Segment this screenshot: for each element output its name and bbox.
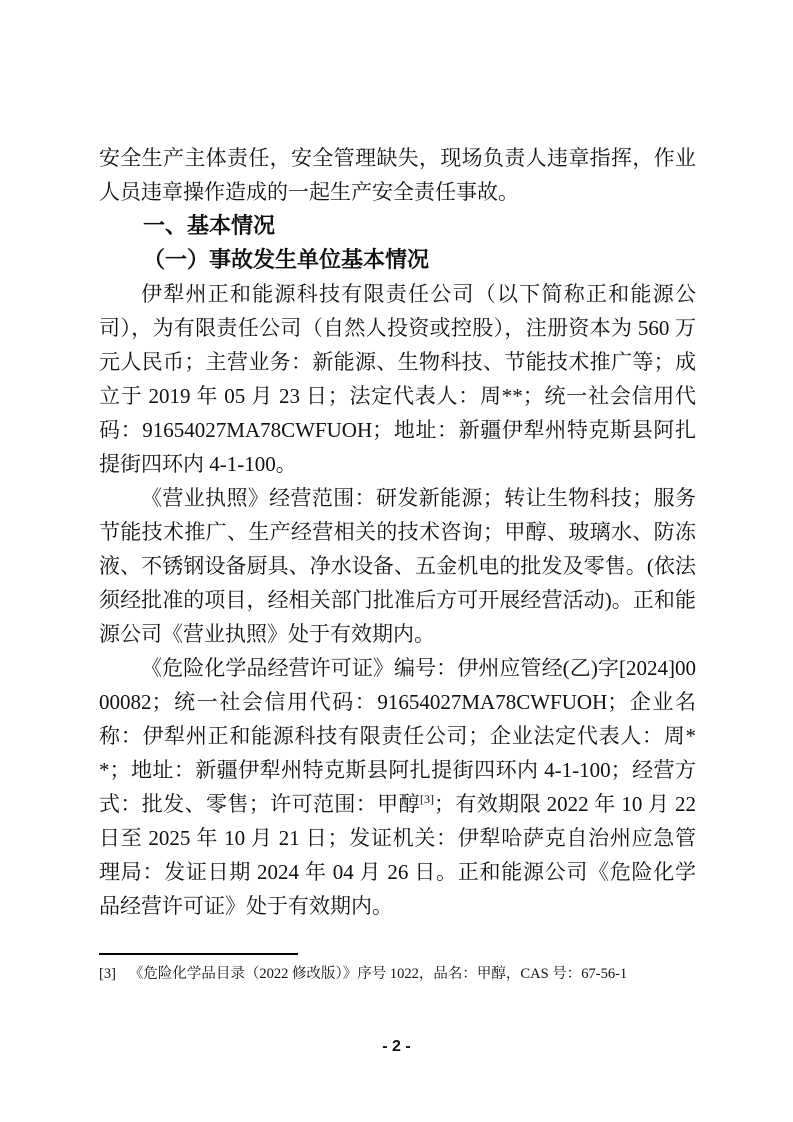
paragraph-intro-continuation: 安全生产主体责任，安全管理缺失，现场负责人违章指挥，作业人员违章操作造成的一起生产安全责任事故。 bbox=[99, 146, 696, 204]
paragraph-hazchem-license bbox=[99, 651, 696, 923]
footnote-separator bbox=[99, 953, 298, 955]
footnote-ref-3: [3] bbox=[419, 792, 434, 806]
paragraph-company-overview: 伊犁州正和能源科技有限责任公司（以下简称正和能源公司），为有限责任公司（自然人投资或控股），注册资本为 560 万元人民币；主营业务：新能源、生物科技、节能技术推广等；成立于 2019 年 05 月 23 日；法定代表人：周**；统一社会信用代码：91654027MA78CWFUOH；地址：新疆伊犁州特克斯县阿扎提街四环内 4-1-100。 bbox=[99, 282, 696, 476]
footnote-text: 《危险化学品目录（2022 修改版）》序号 1022，品名：甲醇，CAS 号：67-56-1 bbox=[128, 966, 628, 982]
subsection-heading: （一）事故发生单位基本情况 bbox=[143, 247, 430, 272]
hazchem-text-before-ref: 《危险化学品经营许可证》编号：伊州应管经(乙)字[2024]0000082；统一社会信用代码：91654027MA78CWFUOH；企业名称：伊犁州正和能源科技有限责任公司；企业法定代表人：周**；地址：新疆伊犁州特克斯县阿扎提街四环内 4-1-100；经营方式：批发、零售；许可范围：甲醇 bbox=[99, 656, 696, 816]
footnote-item bbox=[99, 964, 696, 985]
paragraph-business-license: 《营业执照》经营范围：研发新能源；转让生物科技；服务节能技术推广、生产经营相关的技术咨询；甲醇、玻璃水、防冻液、不锈钢设备厨具、净水设备、五金机电的批发及零售。(依法须经批准的项目，经相关部门批准后方可开展经营活动)。正和能源公司《营业执照》处于有效期内。 bbox=[99, 486, 696, 646]
footnote-marker: [3] bbox=[99, 966, 116, 982]
hazchem-text-after-ref: ；有效期限 2022 年 10 月 22 日至 2025 年 10 月 21 日；发证机关：伊犁哈萨克自治州应急管理局：发证日期 2024 年 04 月 26 日。正和能源公司《危险化学品经营许可证》处于有效期内。 bbox=[99, 792, 697, 918]
page-number: - 2 - bbox=[382, 1038, 411, 1055]
document-body bbox=[99, 141, 696, 923]
footnote-section bbox=[99, 953, 696, 985]
section-heading: 一、基本情况 bbox=[143, 213, 276, 238]
